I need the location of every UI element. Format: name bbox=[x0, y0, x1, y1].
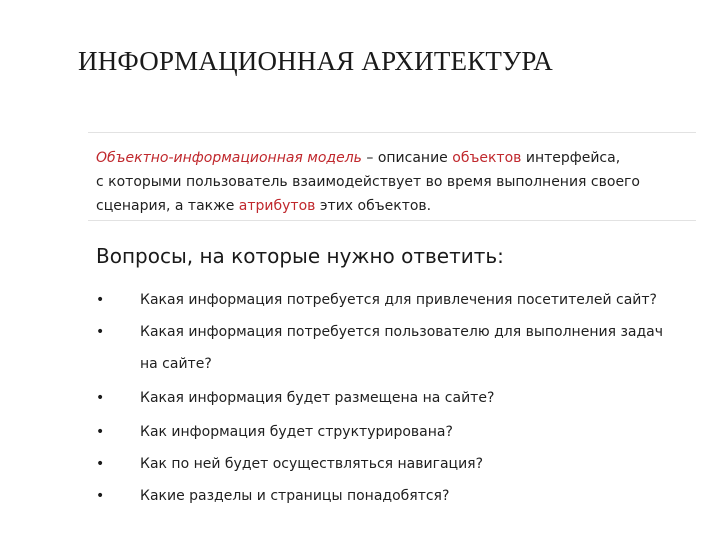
question-text: Какая информация будет размещена на сайте? bbox=[140, 390, 495, 406]
questions-heading: Вопросы, на которые нужно ответить: bbox=[96, 244, 504, 268]
definition-dash: – описание bbox=[361, 150, 453, 166]
attributes-word: атрибутов bbox=[238, 198, 316, 214]
question-text: Какая информация потребуется для привлечения посетителей сайт? bbox=[140, 292, 657, 308]
definition-line-1-end: интерфейса, bbox=[521, 150, 621, 166]
definition-term: Объектно-информационная модель bbox=[96, 150, 362, 166]
definition-line-3-start: сценария, а также bbox=[96, 198, 239, 214]
bullet-icon: • bbox=[96, 424, 105, 440]
bullet-icon: • bbox=[96, 390, 105, 406]
question-text: Как по ней будет осуществляться навигация? bbox=[140, 456, 484, 472]
slide-title: ИНФОРМАЦИОННАЯ АРХИТЕКТУРА bbox=[78, 46, 553, 76]
question-text: Какая информация потребуется пользователю для выполнения задач bbox=[140, 324, 663, 340]
question-text: Как информация будет структурирована? bbox=[140, 424, 453, 440]
bullet-icon: • bbox=[96, 324, 105, 340]
definition-line-3-end: этих объектов. bbox=[315, 198, 432, 214]
question-text-continuation: на сайте? bbox=[140, 356, 212, 372]
question-text: Какие разделы и страницы понадобятся? bbox=[140, 488, 450, 504]
objects-word: объектов bbox=[452, 150, 522, 166]
bullet-icon: • bbox=[96, 292, 105, 308]
bullet-icon: • bbox=[96, 456, 105, 472]
bullet-icon: • bbox=[96, 488, 105, 504]
definition-line-2: с которыми пользователь взаимодействует во время выполнения своего bbox=[96, 174, 640, 190]
